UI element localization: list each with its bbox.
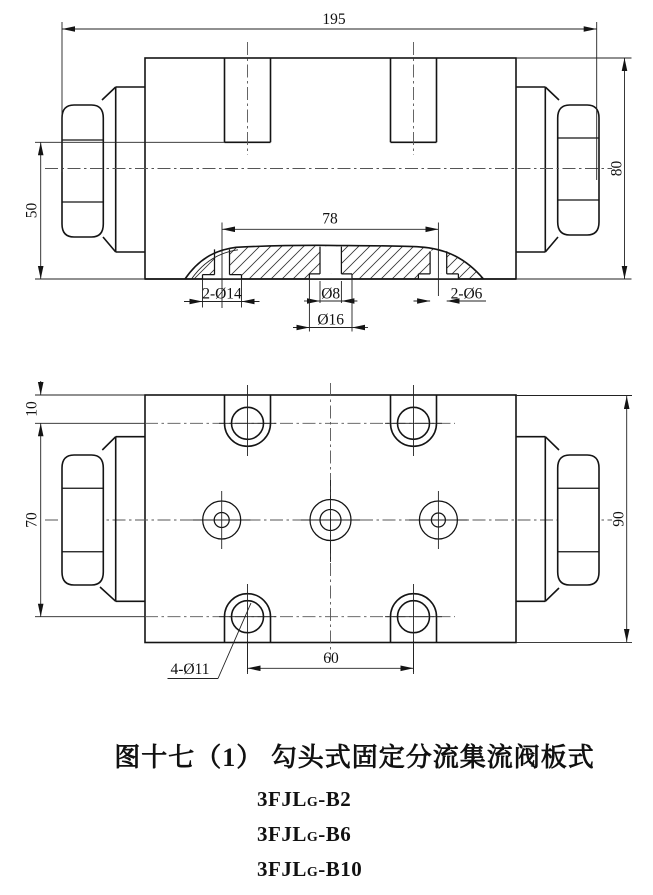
dim-80-text: 80 (608, 160, 626, 177)
label-center-hole (304, 281, 357, 303)
dim-90-text: 90 (610, 511, 628, 527)
left-fitting-plan (62, 437, 145, 602)
dim-10-text: 10 (23, 401, 41, 417)
dim-78-text: 78 (322, 210, 338, 228)
dim-70-text: 70 (23, 512, 41, 528)
dim-slot-spacing (248, 641, 414, 674)
label-o8-text: Ø8 (321, 285, 341, 303)
figure-title: 图十七（1） 勾头式固定分流集流阀板式 (114, 743, 595, 772)
label-o16-text: Ø16 (317, 311, 345, 329)
hex-nut-right-front (558, 105, 599, 235)
front-view (24, 11, 632, 332)
plan-view (24, 381, 633, 679)
dim-50-text: 50 (23, 202, 41, 219)
model-number: 3FJLG-B10 (257, 857, 363, 881)
label-center-counterbore (293, 275, 368, 332)
dim-195-text: 195 (322, 11, 346, 28)
right-fitting-plan (516, 437, 599, 602)
left-fitting-front (62, 87, 145, 252)
hex-nut-right-plan (558, 455, 599, 585)
label-2x14-text: 2-Ø14 (202, 285, 242, 303)
label-4x11-text: 4-Ø11 (170, 661, 210, 678)
label-right-ports (414, 285, 487, 302)
hex-nut-left-plan (62, 455, 103, 585)
hex-nut-left-front (62, 105, 103, 237)
dim-60-text: 60 (323, 650, 339, 667)
label-2x6-text: 2-Ø6 (450, 285, 483, 303)
right-fitting-front (516, 87, 599, 252)
model-number: 3FJLG-B6 (257, 822, 352, 846)
model-number: 3FJLG-B2 (257, 787, 352, 811)
model-list (257, 783, 362, 888)
